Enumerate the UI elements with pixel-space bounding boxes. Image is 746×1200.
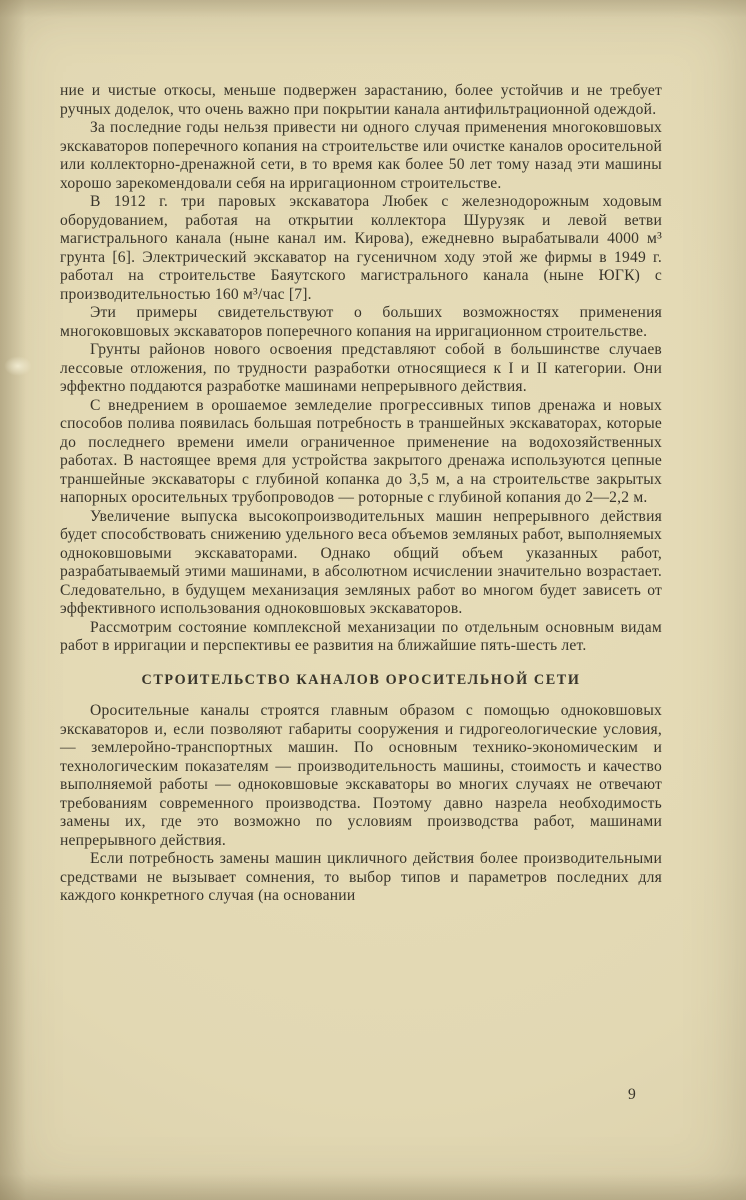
paragraph: С внедрением в орошаемое земледелие прогрессивных типов дренажа и новых способов полива появилась большая потребность в траншейных экскаваторах, которые до последнего времени имели ограниченное применение на водохозяйственных работах. В настоящее время для устройства закрытого дренажа используются цепные траншейные экскаваторы с глубиной копанка до 3,5 м, а на строительстве закрытых напорных оросительных трубопроводов — роторные с глубиной копания до 2—2,2 м. — [60, 396, 662, 506]
paragraph: Эти примеры свидетельствуют о больших возможностях применения многоковшовых экскаваторов поперечного копания на ирригационном строительстве. — [60, 304, 662, 340]
paragraph: За последние годы нельзя привести ни одного случая применения многоковшовых экскаваторов поперечного копания на строительстве или очистке каналов оросительной или коллекторно-дренажной сети, в то время как более 50 лет тому назад эти машины хорошо зарекомендовали себя на ирригационном строительстве. — [60, 119, 662, 192]
paragraph: Грунты районов нового освоения представляют собой в большинстве случаев лессовые отложения, по трудности разработки относящиеся к I и II категории. Они эффектно поддаются разработке машинами непрерывного действия. — [60, 341, 662, 395]
page-number: 9 — [628, 1086, 637, 1103]
page-content — [60, 82, 662, 906]
paragraph: Рассмотрим состояние комплексной механизации по отдельным основным видам работ в ирригации и перспективы ее развития на ближайшие пять-шесть лет. — [60, 618, 662, 654]
page-edge-shadow-bottom — [0, 1174, 746, 1200]
paragraph: В 1912 г. три паровых экскаватора Любек с железнодорожным ходовым оборудованием, работая на открытии коллектора Шурузяк и левой ветви магистрального канала (ныне канал им. Кирова), ежедневно вырабатывали 4000 м³ грунта [6]. Электрический экскаватор на гусеничном ходу этой же фирмы в 1949 г. работал на строительстве Баяутского магистрального канала (ныне ЮГК) с производительностью 160 м³/час [7]. — [60, 193, 662, 303]
page-edge-shadow-top — [0, 0, 746, 18]
paragraph: Оросительные каналы строятся главным образом с помощью одноковшовых экскаваторов и, если позволяют габариты сооружения и гидрогеологические условия, — землеройно-транспортных машин. По основным технико-экономическим и технологическим показателям — производительность машины, стоимость и качество выполняемой работы — одноковшовые экскаваторы во многих случаях не отвечают требованиям современного производства. Поэтому давно назрела необходимость замены их, где это возможно по условиям производства работ, машинами непрерывного действия. — [60, 702, 662, 849]
section-heading: СТРОИТЕЛЬСТВО КАНАЛОВ ОРОСИТЕЛЬНОЙ СЕТИ — [141, 671, 581, 688]
paragraph: Увеличение выпуска высокопроизводительных машин непрерывного действия будет способствовать снижению удельного веса объемов земляных работ, выполняемых одноковшовыми экскаваторами. Однако общий объем указанных работ, разрабатываемый этими машинами, в абсолютном исчислении значительно возрастает. Следовательно, в будущем механизация земляных работ во многом будет зависеть от эффективного использования одноковшовых экскаваторов. — [60, 507, 662, 617]
paragraph-continuation: ние и чистые откосы, меньше подвержен зарастанию, более устойчив и не требует ручных доделок, что очень важно при покрытии канала антифильтрационной одеждой. — [60, 82, 662, 118]
page-edge-shadow-left — [0, 0, 26, 1200]
paragraph: Если потребность замены машин цикличного действия более производительными средствами не вызывает сомнения, то выбор типов и параметров последних для каждого конкретного случая (на основании — [60, 850, 662, 904]
paper-stain — [4, 356, 32, 376]
